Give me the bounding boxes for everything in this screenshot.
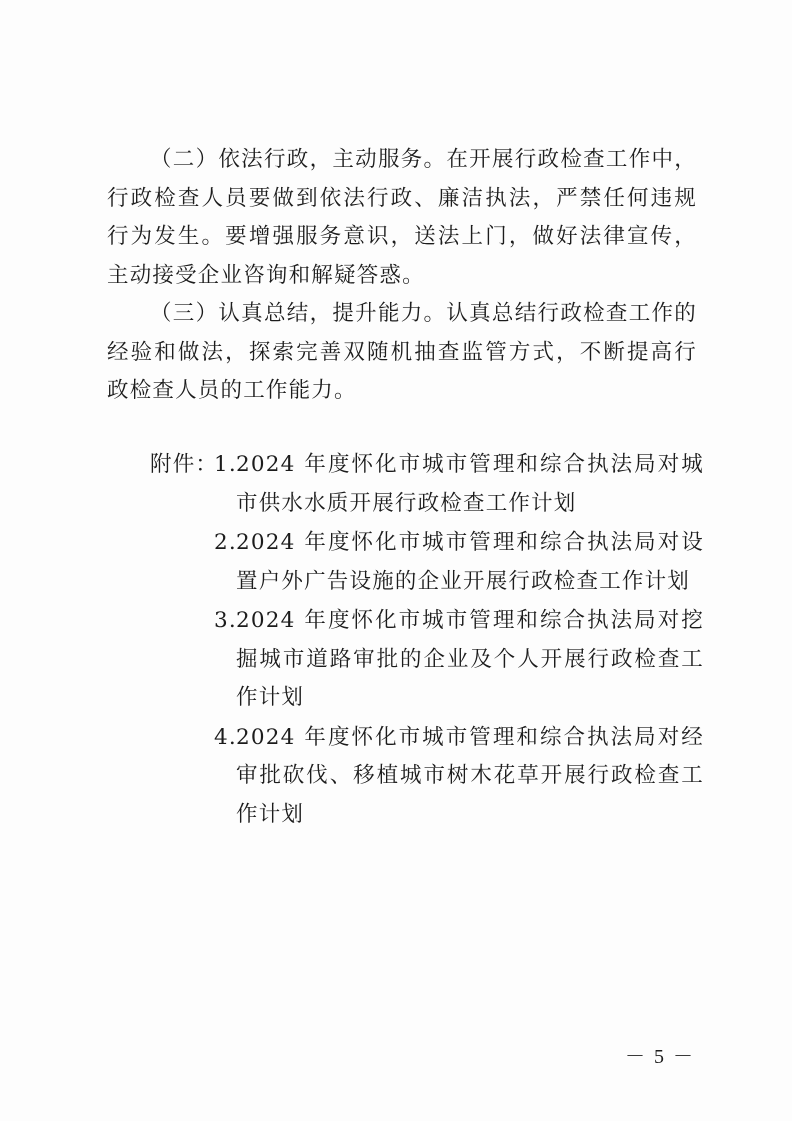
attachments-label: 附件： — [150, 452, 219, 477]
paragraph-administration-service: （二）依法行政，主动服务。在开展行政检查工作中，行政检查人员要做到依法行政、廉洁执法，严禁任何违规行为发生。要增强服务意识，送法上门，做好法律宣传，主动接受企业咨询和解疑答惑。 — [107, 147, 697, 288]
attachment-title: 2024 年度怀化市城市管理和综合执法局对挖掘城市道路审批的企业及个人开展行政检查工作计划 — [236, 608, 704, 710]
attachments-list — [214, 446, 704, 835]
attachment-item — [214, 524, 704, 601]
attachment-title: 2024 年度怀化市城市管理和综合执法局对城市供水水质开展行政检查工作计划 — [236, 452, 704, 516]
attachment-number: 2. — [214, 530, 237, 555]
attachment-number: 4. — [214, 724, 237, 750]
attachment-title: 2024 年度怀化市城市管理和综合执法局对经审批砍伐、移植城市树木花草开展行政检查工作计划 — [236, 724, 704, 827]
page-number: － 5 － — [625, 1046, 695, 1068]
attachment-item — [214, 602, 704, 718]
attachment-number: 1. — [214, 452, 237, 477]
attachment-item — [214, 719, 704, 835]
attachment-item — [214, 446, 704, 523]
attachment-number: 3. — [214, 608, 237, 633]
attachment-title: 2024 年度怀化市城市管理和综合执法局对设置户外广告设施的企业开展行政检查工作计划 — [236, 530, 704, 594]
paragraph-summary-capability: （三）认真总结，提升能力。认真总结行政检查工作的经验和做法，探索完善双随机抽查监管方式，不断提高行政检查人员的工作能力。 — [107, 301, 697, 403]
